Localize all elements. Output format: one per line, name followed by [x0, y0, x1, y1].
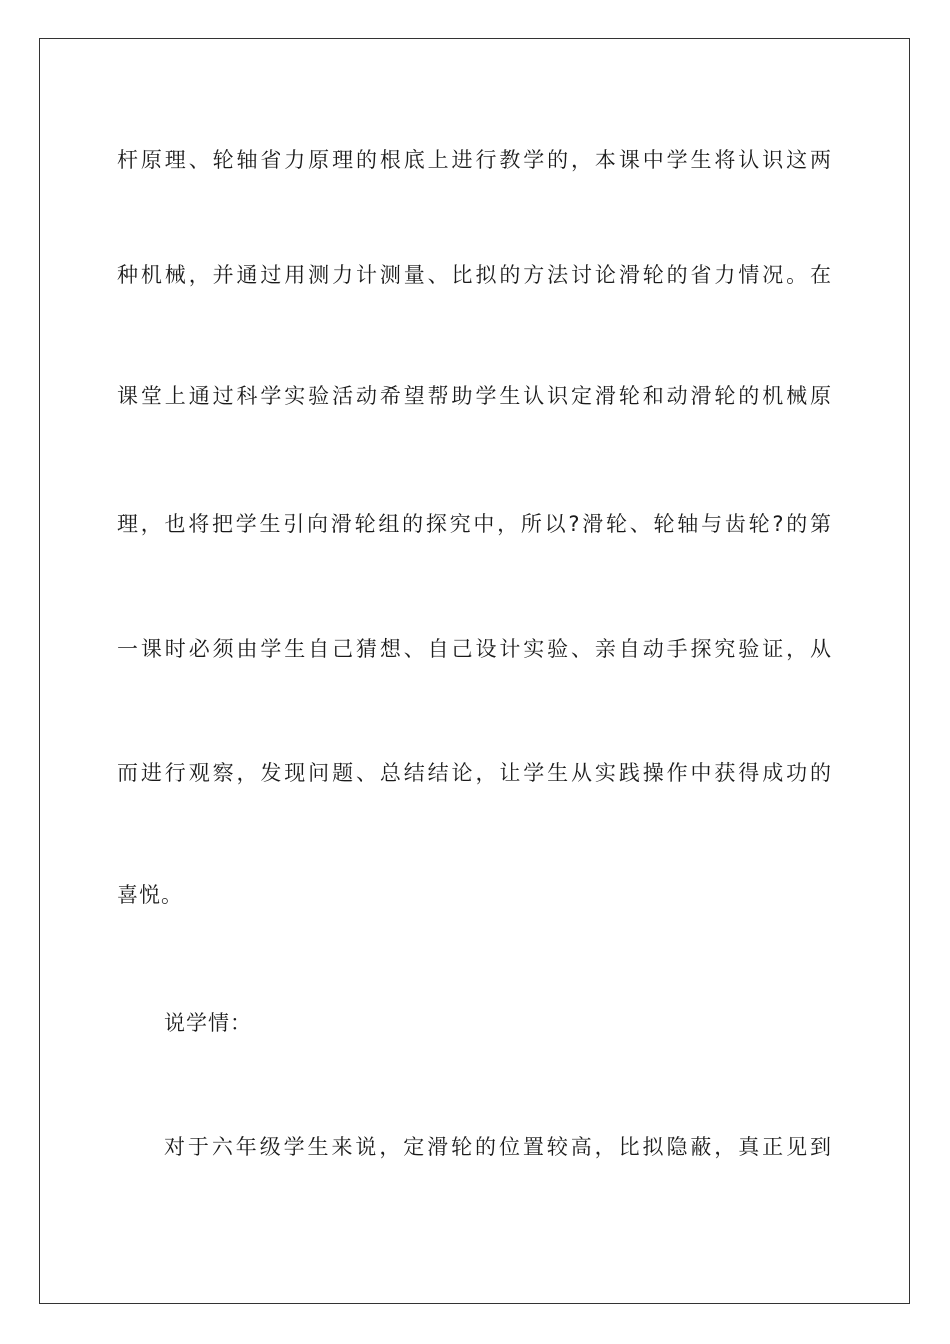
section-heading: 说学情： [164, 1011, 252, 1035]
paragraph-line-4: 理，也将把学生引向滑轮组的探究中，所以?滑轮、轮轴与齿轮?的第 [117, 512, 832, 536]
section-paragraph-line-1: 对于六年级学生来说，定滑轮的位置较高，比拟隐蔽，真正见到 [164, 1135, 832, 1159]
paragraph-line-5: 一课时必须由学生自己猜想、自己设计实验、亲自动手探究验证，从 [117, 637, 832, 661]
page-border [39, 38, 910, 1304]
paragraph-line-6: 而进行观察，发现问题、总结结论，让学生从实践操作中获得成功的 [117, 761, 832, 785]
paragraph-line-2: 种机械，并通过用测力计测量、比拟的方法讨论滑轮的省力情况。在 [117, 263, 832, 287]
paragraph-line-3: 课堂上通过科学实验活动希望帮助学生认识定滑轮和动滑轮的机械原 [117, 384, 832, 408]
paragraph-line-1: 杆原理、轮轴省力原理的根底上进行教学的，本课中学生将认识这两 [117, 148, 832, 172]
paragraph-line-7: 喜悦。 [117, 883, 183, 907]
